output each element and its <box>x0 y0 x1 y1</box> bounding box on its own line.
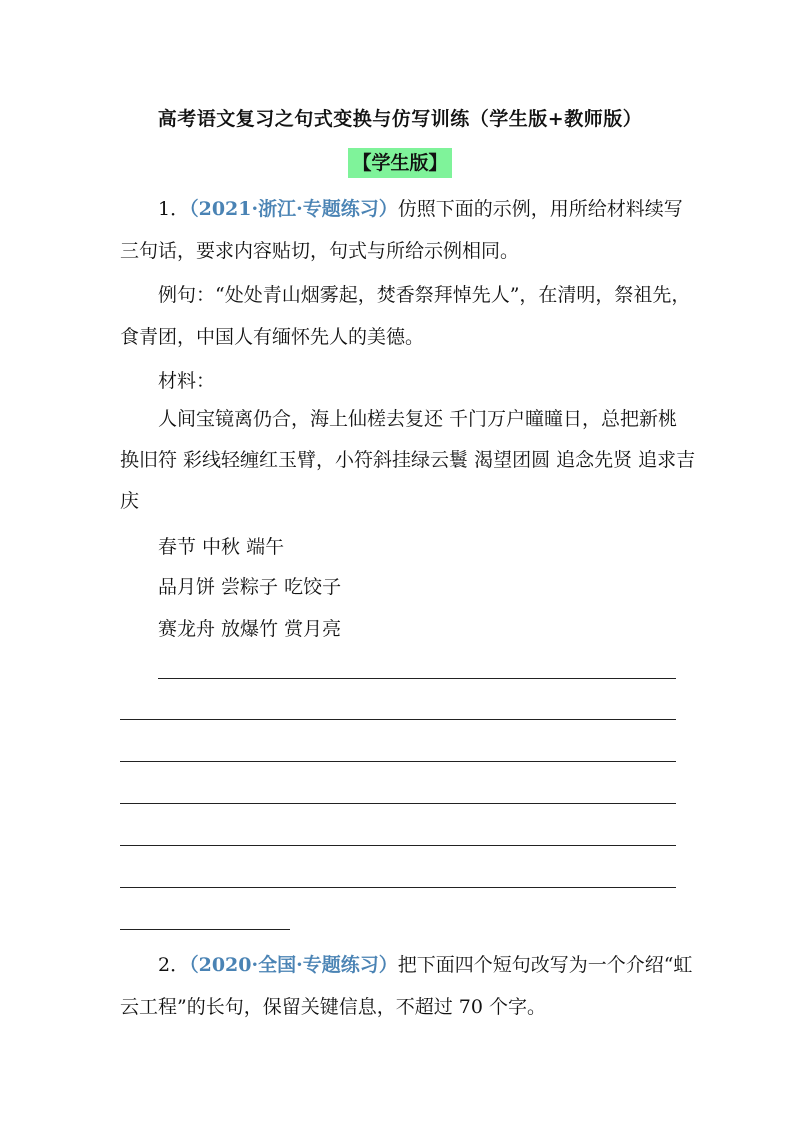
question-text: 仿照下面的示例，用所给材料续写 <box>397 198 683 220</box>
section-header <box>0 148 800 178</box>
answer-line <box>120 929 290 930</box>
answer-line <box>120 803 676 804</box>
document-title: 高考语文复习之句式变换与仿写训练（学生版+教师版） <box>157 108 643 130</box>
material-line-2: 换旧符 彩线轻缠红玉臂，小符斜挂绿云鬟 渴望团圆 追念先贤 追求吉 <box>120 449 696 471</box>
question-text: 把下面四个短句改写为一个介绍“虹 <box>397 954 693 976</box>
answer-line <box>158 678 676 679</box>
question-2-line-2: 云工程”的长句，保留关键信息，不超过 70 个字。 <box>120 996 546 1018</box>
question-source: （2020·全国·专题练习） <box>189 954 398 976</box>
answer-line <box>120 845 676 846</box>
answer-line <box>120 719 676 720</box>
question-source: （2021·浙江·专题练习） <box>189 198 398 220</box>
question-number: 1． <box>158 198 190 220</box>
answer-line <box>120 761 676 762</box>
activities-line: 赛龙舟 放爆竹 赏月亮 <box>158 618 342 640</box>
material-label: 材料： <box>158 370 216 392</box>
question-number: 2． <box>158 954 190 976</box>
example-line-1: 例句：“处处青山烟雾起，焚香祭拜悼先人”，在清明，祭祖先， <box>158 284 691 306</box>
question-2-line-1 <box>158 952 692 978</box>
material-line-3: 庆 <box>120 490 140 512</box>
answer-line <box>120 887 676 888</box>
festivals-line: 春节 中秋 端午 <box>158 536 285 558</box>
question-1-line-1 <box>158 196 683 222</box>
material-line-1: 人间宝镜离仍合，海上仙槎去复还 千门万户曈曈日，总把新桃 <box>158 408 678 430</box>
student-version-badge: 【学生版】 <box>348 148 451 178</box>
question-1-line-2: 三句话，要求内容贴切，句式与所给示例相同。 <box>120 240 520 262</box>
foods-line: 品月饼 尝粽子 吃饺子 <box>158 576 342 598</box>
example-line-2: 食青团，中国人有缅怀先人的美德。 <box>120 326 425 348</box>
